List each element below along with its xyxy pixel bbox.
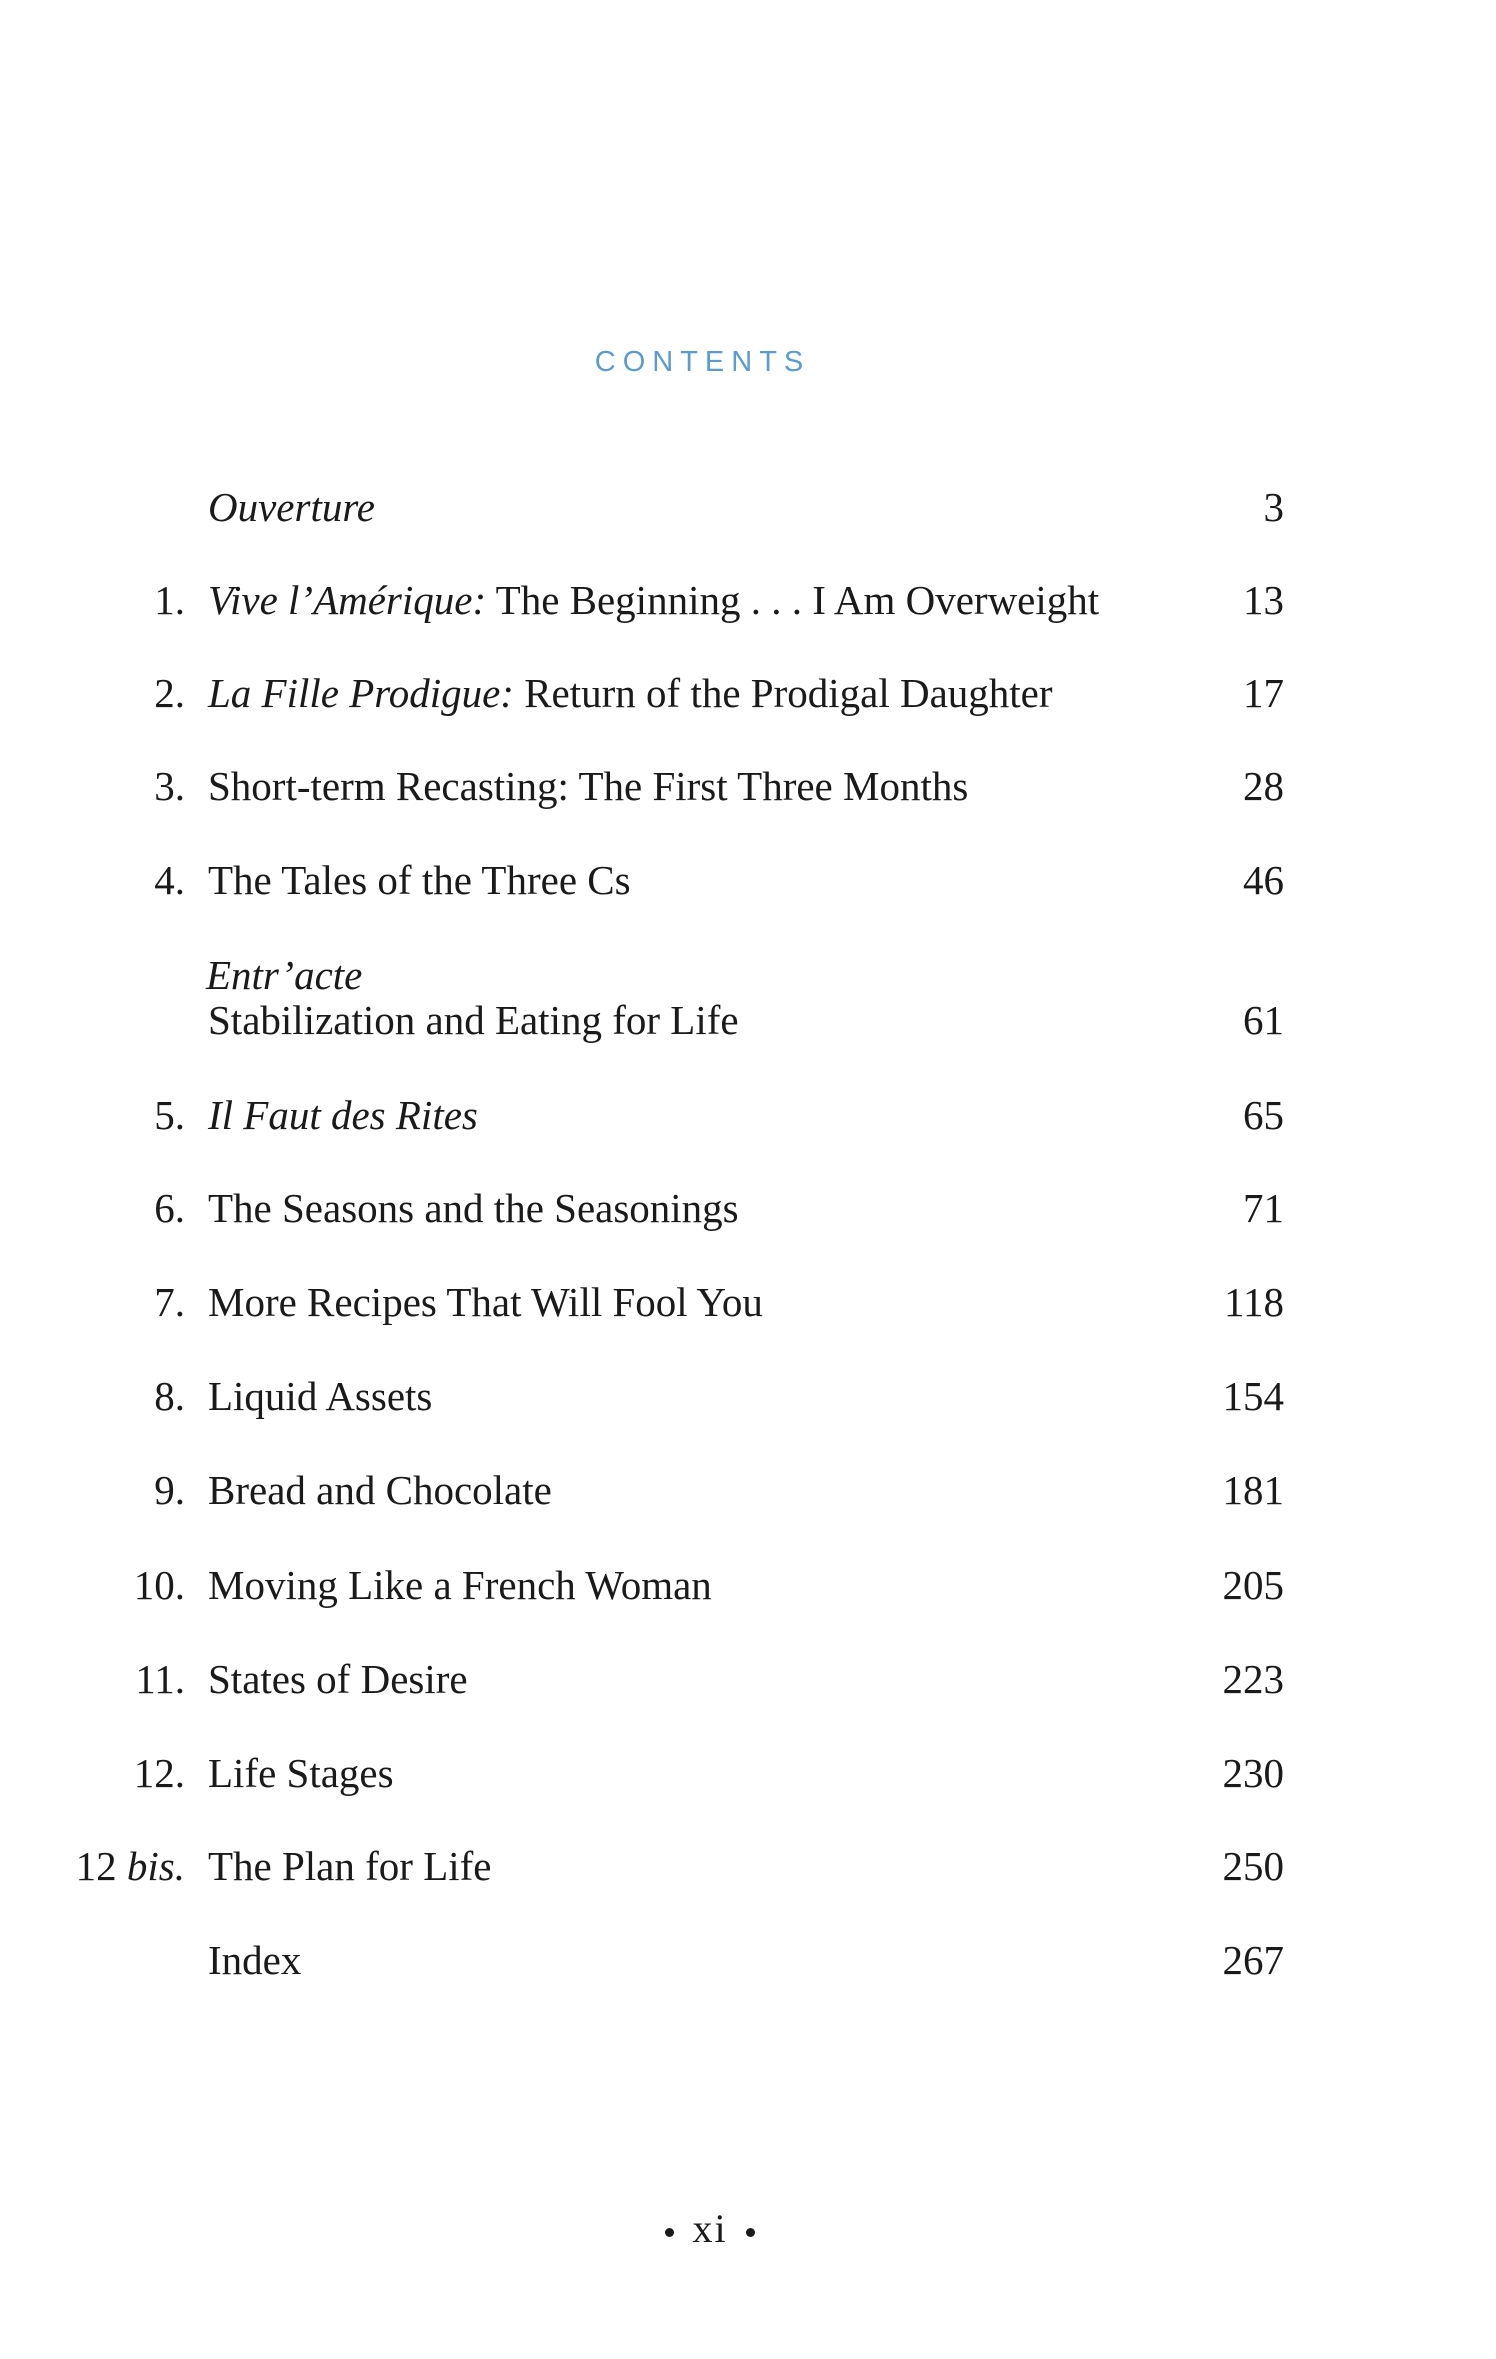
toc-entry — [0, 1555, 1496, 1615]
toc-entry — [0, 1272, 1496, 1332]
entry-page-number: 205 — [1222, 1562, 1284, 1608]
entry-page-number: 230 — [1222, 1750, 1284, 1796]
entry-title: The Seasons and the Seasonings — [208, 1185, 739, 1231]
entry-title: The Tales of the Three Cs — [208, 857, 631, 903]
entry-number: 12. — [133, 1750, 185, 1796]
entry-number-value: 12 — [75, 1843, 117, 1889]
entry-title — [208, 477, 375, 537]
entry-page-number: 61 — [1243, 997, 1284, 1043]
toc-entry — [0, 1649, 1496, 1709]
entry-title: Short-term Recasting: The First Three Months — [208, 763, 969, 809]
entry-page-number: 65 — [1243, 1092, 1284, 1138]
entry-number: 5. — [154, 1092, 185, 1138]
toc-entry — [0, 1085, 1496, 1145]
entry-title — [208, 570, 1099, 630]
bullet-icon — [746, 2228, 755, 2237]
entry-title-italic: La Fille Prodigue: — [208, 670, 514, 716]
entry-page-number: 267 — [1222, 1937, 1284, 1983]
entry-number: 2. — [154, 670, 185, 716]
entry-page-number: 13 — [1243, 577, 1284, 623]
toc-entry — [0, 1460, 1496, 1520]
entry-page-number: 71 — [1243, 1185, 1284, 1231]
entry-title-roman: Return of the Prodigal Daughter — [513, 670, 1053, 716]
entry-page-number: 3 — [1263, 484, 1284, 530]
toc-entry — [0, 570, 1496, 630]
toc-entry — [0, 1178, 1496, 1238]
entry-title: Stabilization and Eating for Life — [208, 997, 739, 1043]
toc-entry — [0, 1836, 1496, 1896]
entry-title: Bread and Chocolate — [208, 1467, 552, 1513]
entry-title: The Plan for Life — [208, 1843, 492, 1889]
entry-number: 10. — [133, 1562, 185, 1608]
toc-entry — [0, 850, 1496, 910]
entry-title: States of Desire — [208, 1656, 468, 1702]
entry-title-roman: The Beginning . . . I Am Overweight — [486, 577, 1100, 623]
entry-title: Life Stages — [208, 1750, 394, 1796]
page-folio — [0, 2205, 1420, 2252]
toc-entry — [0, 756, 1496, 816]
toc-entry — [0, 477, 1496, 537]
entry-title: Moving Like a French Woman — [208, 1562, 712, 1608]
entry-title-italic: Il Faut des Rites — [208, 1092, 478, 1138]
entry-number: 4. — [154, 857, 185, 903]
entry-title: Index — [208, 1937, 302, 1983]
entry-title-italic: Ouverture — [208, 484, 375, 530]
entry-title — [208, 663, 1053, 723]
entry-title-italic: Entr’acte — [206, 952, 363, 998]
entry-number: 11. — [135, 1656, 185, 1702]
toc-entry — [0, 950, 1496, 1050]
entry-page-number: 250 — [1222, 1843, 1284, 1889]
entry-page-number: 46 — [1243, 857, 1284, 903]
entry-number: 6. — [154, 1185, 185, 1231]
folio-number: xi — [692, 2206, 728, 2251]
entry-title: Liquid Assets — [208, 1373, 433, 1419]
toc-entry — [0, 1930, 1496, 1990]
entry-page-number: 223 — [1222, 1656, 1284, 1702]
entry-page-number: 28 — [1243, 763, 1284, 809]
contents-heading: CONTENTS — [594, 346, 811, 378]
entry-number: 8. — [154, 1373, 185, 1419]
entry-number-suffix: bis. — [126, 1843, 185, 1889]
entry-page-number: 154 — [1222, 1373, 1284, 1419]
entry-number: 1. — [154, 577, 185, 623]
entry-page-number: 118 — [1224, 1279, 1284, 1325]
entry-number: 7. — [154, 1279, 185, 1325]
entry-number: 3. — [154, 763, 185, 809]
toc-entry — [0, 1743, 1496, 1803]
entry-page-number: 181 — [1222, 1467, 1284, 1513]
toc-entry — [0, 663, 1496, 723]
entry-title: More Recipes That Will Fool You — [208, 1279, 763, 1325]
entry-title-italic: Vive l’Amérique: — [208, 577, 487, 623]
entry-page-number: 17 — [1243, 670, 1284, 716]
entry-number — [76, 1836, 185, 1896]
entry-number: 9. — [154, 1467, 185, 1513]
entry-title — [208, 1085, 478, 1145]
bullet-icon — [665, 2228, 674, 2237]
toc-entry — [0, 1366, 1496, 1426]
